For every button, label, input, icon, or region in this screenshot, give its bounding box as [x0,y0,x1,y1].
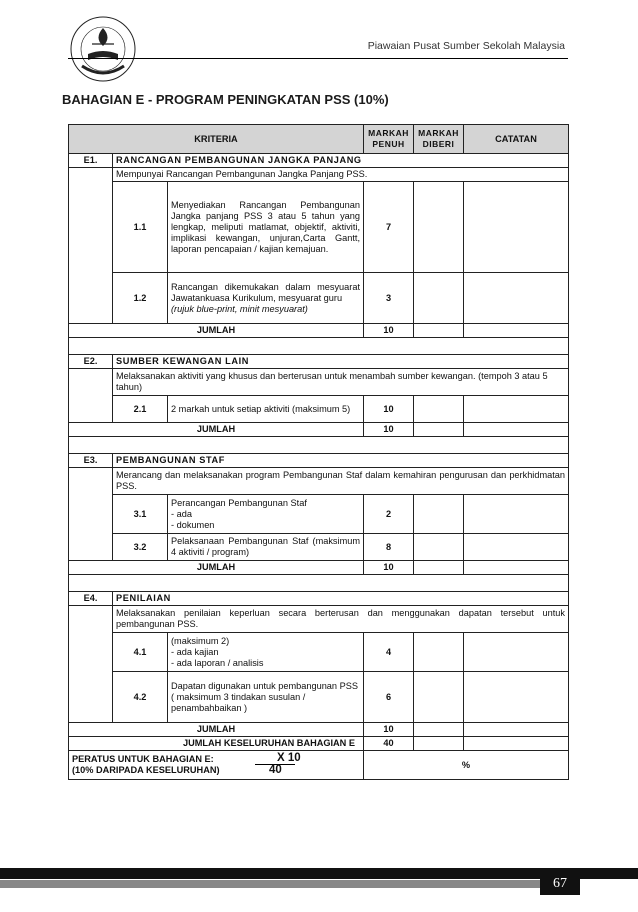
e2-desc: Melaksanakan aktiviti yang khusus dan berterusan untuk menambah sumber kewangan. (tempoh 3 atau 5 tahun) [113,369,569,396]
table-row [69,168,569,182]
section-title: BAHAGIAN E - PROGRAM PENINGKATAN PSS (10%) [62,92,389,107]
header-title: Piawaian Pusat Sumber Sekolah Malaysia [367,40,565,52]
table-row [69,672,569,723]
item-mark: 2 [364,495,414,534]
subtotal-row [69,324,569,338]
grand-total-row [69,737,569,751]
jumlah-value: 10 [364,723,414,737]
table-row [69,534,569,561]
mark-given-cell[interactable] [414,495,464,534]
item-mark: 4 [364,633,414,672]
grand-total-value: 40 [364,737,414,751]
catatan-cell[interactable] [464,561,569,575]
mark-given-cell[interactable] [414,561,464,575]
page-number: 67 [540,873,580,895]
catatan-cell[interactable] [464,633,569,672]
item-text: Rancangan dikemukakan dalam mesyuarat Jawatankuasa Kurikulum, mesyuarat guru [171,281,360,303]
spacer-row [69,575,569,592]
catatan-cell[interactable] [464,723,569,737]
e4-desc: Melaksanakan penilaian keperluan secara berterusan dan menggunakan dapatan tersebut untuk pembangunan PSS. [113,606,569,633]
header-catatan: CATATAN [464,125,569,154]
e4-title: PENILAIAN [113,592,569,606]
item-mark: 7 [364,182,414,273]
item-number: 4.1 [113,633,168,672]
item-number: 1.1 [113,182,168,273]
percentage-result: % [364,751,569,780]
subtotal-row [69,423,569,437]
item-line: - dokumen [171,519,215,530]
ministry-logo [68,14,138,84]
item-number: 1.2 [113,273,168,324]
footer-stripe [0,880,540,888]
catatan-cell[interactable] [464,423,569,437]
grand-total-label: JUMLAH KESELURUHAN BAHAGIAN E [69,737,364,751]
jumlah-label: JUMLAH [69,561,364,575]
percentage-label-2: (10% DARIPADA KESELURUHAN) [72,765,220,775]
e1-code: E1. [69,154,113,168]
e1-desc: Mempunyai Rancangan Pembangunan Jangka Panjang PSS. [113,168,569,182]
table-row [69,592,569,606]
item-line: - ada [171,508,192,519]
header-kriteria: KRITERIA [69,125,364,154]
header-rule [68,58,568,59]
mark-given-cell[interactable] [414,723,464,737]
table-row [69,454,569,468]
mark-given-cell[interactable] [414,633,464,672]
item-mark: 6 [364,672,414,723]
mark-given-cell[interactable] [414,182,464,273]
catatan-cell[interactable] [464,495,569,534]
mark-given-cell[interactable] [414,672,464,723]
table-row [69,369,569,396]
mark-given-cell[interactable] [414,534,464,561]
table-row [69,154,569,168]
table-row [69,355,569,369]
subtotal-row [69,723,569,737]
table-row [69,182,569,273]
e2-code: E2. [69,355,113,369]
mark-given-cell[interactable] [414,324,464,338]
item-line: (maksimum 2) [171,635,230,646]
percentage-label-1: PERATUS UNTUK BAHAGIAN E: [72,754,214,764]
table-row [69,468,569,495]
table-row [69,495,569,534]
catatan-cell[interactable] [464,672,569,723]
percentage-row [69,751,569,780]
item-line: - ada laporan / analisis [171,657,264,668]
mark-given-cell[interactable] [414,273,464,324]
subtotal-row [69,561,569,575]
item-text: Pelaksanaan Pembangunan Staf (maksimum 4 aktiviti / program) [168,534,364,561]
jumlah-value: 10 [364,423,414,437]
spacer-row [69,338,569,355]
item-mark: 10 [364,396,414,423]
catatan-cell[interactable] [464,737,569,751]
e1-title: RANCANGAN PEMBANGUNAN JANGKA PANJANG [113,154,569,168]
item-mark: 8 [364,534,414,561]
item-text: Menyediakan Rancangan Pembangunan Jangka panjang PSS 3 atau 5 tahun yang lengkap, meliputi matlamat, objektif, aktiviti, implikasi kewangan, unjuran,Carta Gantt, laporan pencapaian / kajian kemajuan. [168,182,364,273]
jumlah-label: JUMLAH [69,324,364,338]
e2-title: SUMBER KEWANGAN LAIN [113,355,569,369]
header-markah-diberi: MARKAH DIBERI [414,125,464,154]
header-markah-penuh: MARKAH PENUH [364,125,414,154]
table-row [69,396,569,423]
e3-title: PEMBANGUNAN STAF [113,454,569,468]
catatan-cell[interactable] [464,324,569,338]
table-row [69,606,569,633]
item-number: 4.2 [113,672,168,723]
e3-desc: Merancang dan melaksanakan program Pembangunan Staf dalam kemahiran pengurusan dan perkhidmatan PSS. [113,468,569,495]
mark-given-cell[interactable] [414,737,464,751]
catatan-cell[interactable] [464,182,569,273]
item-text: 2 markah untuk setiap aktiviti (maksimum 5) [168,396,364,423]
catatan-cell[interactable] [464,273,569,324]
item-number: 3.1 [113,495,168,534]
jumlah-value: 10 [364,324,414,338]
item-line: - ada kajian [171,646,219,657]
jumlah-label: JUMLAH [69,423,364,437]
item-text: Dapatan digunakan untuk pembangunan PSS ( maksimum 3 tindakan susulan / penambahbaikan ) [168,672,364,723]
spacer-row [69,437,569,454]
fraction-denominator: 40 [269,764,282,776]
catatan-cell[interactable] [464,396,569,423]
jumlah-label: JUMLAH [69,723,364,737]
catatan-cell[interactable] [464,534,569,561]
table-header-row [69,125,569,154]
item-line: Perancangan Pembangunan Staf [171,497,307,508]
fraction-multiplier: X 10 [277,752,301,764]
criteria-table [68,124,569,780]
item-number: 3.2 [113,534,168,561]
mark-given-cell[interactable] [414,423,464,437]
item-mark: 3 [364,273,414,324]
item-number: 2.1 [113,396,168,423]
e4-code: E4. [69,592,113,606]
item-note: (rujuk blue-print, minit mesyuarat) [171,303,308,314]
table-row [69,273,569,324]
table-row [69,633,569,672]
mark-given-cell[interactable] [414,396,464,423]
jumlah-value: 10 [364,561,414,575]
e3-code: E3. [69,454,113,468]
